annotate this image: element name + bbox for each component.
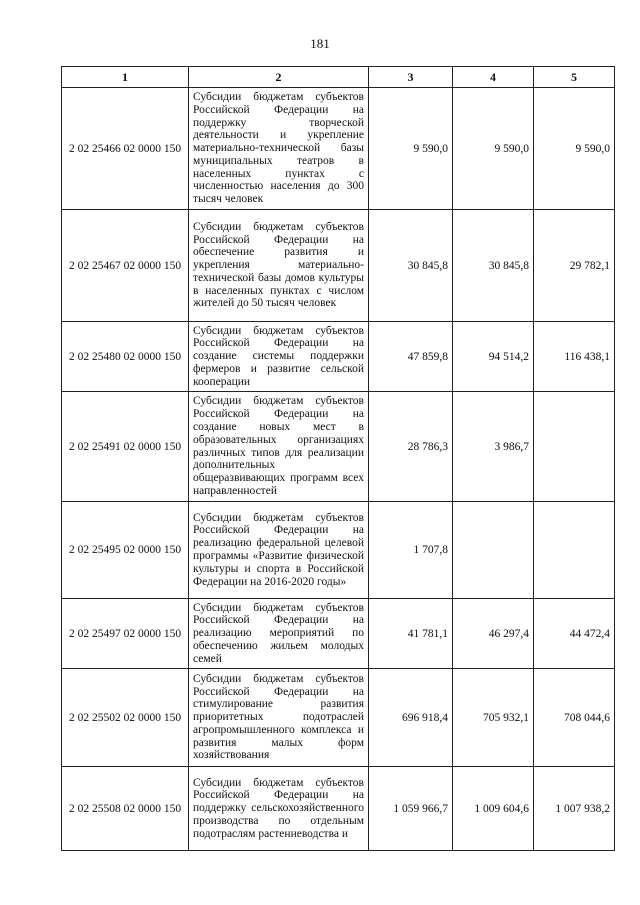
value-col4-cell: 46 297,4 [453,599,534,669]
table-row [62,599,615,669]
value-col5-cell [534,392,615,502]
value-col4-cell: 3 986,7 [453,392,534,502]
column-header: 3 [369,67,453,88]
value-col3-cell: 1 059 966,7 [369,767,453,851]
table-row [62,669,615,767]
description-cell: Субсидии бюджетам субъектов Российской Федерации на создание новых мест в образовательных организациях различных типов для реализации дополнительных общеразвивающих программ всех направленностей [189,392,369,502]
value-col5-cell: 44 472,4 [534,599,615,669]
value-col3-cell: 1 707,8 [369,502,453,599]
header-row [62,67,615,88]
budget-code-cell: 2 02 25467 02 0000 150 [62,210,189,322]
value-col3-cell: 696 918,4 [369,669,453,767]
value-col5-cell: 29 782,1 [534,210,615,322]
value-col4-cell [453,502,534,599]
table-row [62,88,615,210]
value-col5-cell: 708 044,6 [534,669,615,767]
budget-code-cell: 2 02 25480 02 0000 150 [62,322,189,392]
value-col3-cell: 28 786,3 [369,392,453,502]
value-col5-cell: 9 590,0 [534,88,615,210]
value-col4-cell: 705 932,1 [453,669,534,767]
description-cell: Субсидии бюджетам субъектов Российской Федерации на создание системы поддержки фермеров и развитие сельской кооперации [189,322,369,392]
value-col3-cell: 47 859,8 [369,322,453,392]
value-col3-cell: 30 845,8 [369,210,453,322]
table-row [62,502,615,599]
column-header: 5 [534,67,615,88]
value-col5-cell: 116 438,1 [534,322,615,392]
table-row [62,210,615,322]
value-col3-cell: 9 590,0 [369,88,453,210]
budget-code-cell: 2 02 25502 02 0000 150 [62,669,189,767]
budget-code-cell: 2 02 25508 02 0000 150 [62,767,189,851]
value-col5-cell: 1 007 938,2 [534,767,615,851]
description-cell: Субсидии бюджетам субъектов Российской Федерации на стимулирование развития приоритетных подотраслей агропромышленного комплекса и развития малых форм хозяйствования [189,669,369,767]
table-row [62,392,615,502]
budget-code-cell: 2 02 25497 02 0000 150 [62,599,189,669]
column-header: 2 [189,67,369,88]
description-cell: Субсидии бюджетам субъектов Российской Федерации на поддержку сельскохозяйственного производства по отдельным подотраслям растениеводства и [189,767,369,851]
value-col4-cell: 1 009 604,6 [453,767,534,851]
budget-code-cell: 2 02 25466 02 0000 150 [62,88,189,210]
value-col5-cell [534,502,615,599]
value-col4-cell: 94 514,2 [453,322,534,392]
budget-code-cell: 2 02 25495 02 0000 150 [62,502,189,599]
description-cell: Субсидии бюджетам субъектов Российской Федерации на обеспечение развития и укрепления материально-технической базы домов культуры в населенных пунктах с числом жителей до 50 тысяч человек [189,210,369,322]
table-row [62,322,615,392]
description-cell: Субсидии бюджетам субъектов Российской Федерации на реализацию мероприятий по обеспечению жильем молодых семей [189,599,369,669]
budget-code-cell: 2 02 25491 02 0000 150 [62,392,189,502]
column-header: 4 [453,67,534,88]
budget-table [61,66,615,851]
description-cell: Субсидии бюджетам субъектов Российской Федерации на реализацию федеральной целевой программы «Развитие физической культуры и спорта в Российской Федерации на 2016-2020 годы» [189,502,369,599]
value-col3-cell: 41 781,1 [369,599,453,669]
page-number: 181 [310,36,330,51]
description-cell: Субсидии бюджетам субъектов Российской Федерации на поддержку творческой деятельности и укрепление материально-технической базы муниципальных театров в населенных пунктах с численностью населения до 300 тысяч человек [189,88,369,210]
column-header: 1 [62,67,189,88]
value-col4-cell: 30 845,8 [453,210,534,322]
value-col4-cell: 9 590,0 [453,88,534,210]
table-row [62,767,615,851]
